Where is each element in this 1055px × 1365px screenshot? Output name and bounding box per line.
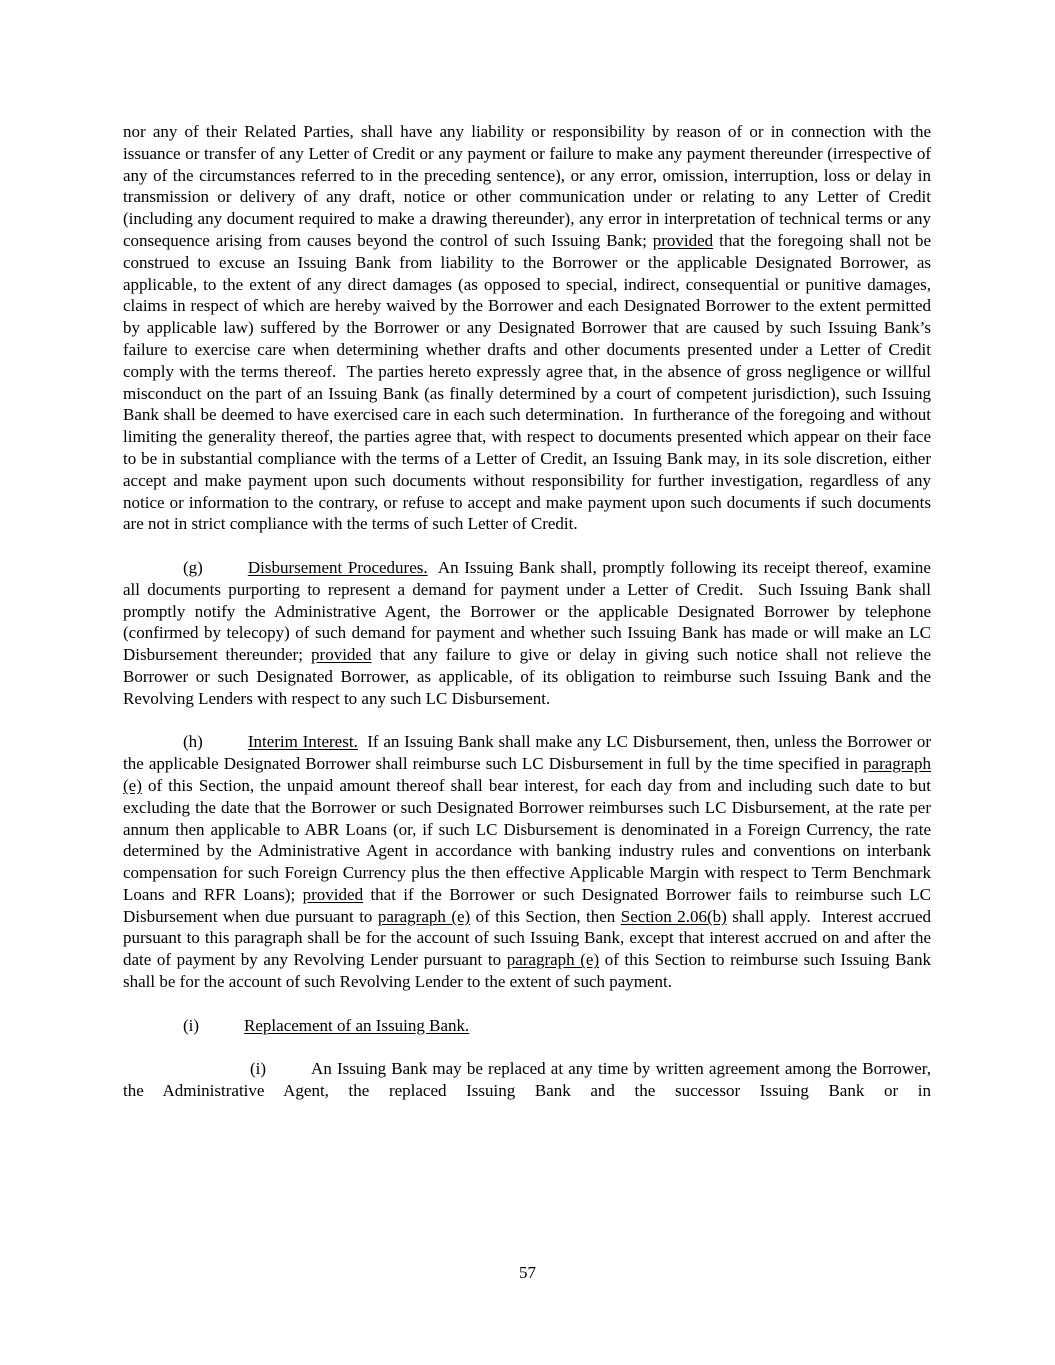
paragraph-continuation-lc-liability bbox=[123, 121, 931, 535]
underlined-text-run: paragraph (e) bbox=[123, 754, 931, 795]
text-run: that if the Borrower or such Designated Borrower fails to reimburse such LC Disbursement when due pursuant to bbox=[123, 884, 931, 926]
paragraph-i-1-replacement-body bbox=[123, 1058, 931, 1102]
text-run: that the foregoing shall not be construed to excuse an Issuing Bank from liability to the Borrower or the applicable Designated Borrower, as applicable, to the extent of any direct damages (as opposed to special, indirect, consequential or punitive damages, claims in respect of which are hereby waived by the Borrower and each Designated Borrower to the extent permitted by applicable law) suffered by the Borrower or any Designated Borrower that are caused by such Issuing Bank’s failure to exercise care when determining whether drafts and other documents presented under a Letter of Credit comply with the terms thereof. The parties hereto expressly agree that, in the absence of gross negligence or willful misconduct on the part of an Issuing Bank (as finally determined by a court of competent jurisdiction), such Issuing Bank shall be deemed to have exercised care in each such determination. In furtherance of the foregoing and without limiting the generality thereof, the parties agree that, with respect to documents presented which appear on their face to be in substantial compliance with the terms of a Letter of Credit, an Issuing Bank may, in its sole discretion, either accept and make payment upon such documents without responsibility for further investigation, regardless of any notice or information to the contrary, or refuse to accept and make payment upon such documents if such documents are not in strict compliance with the terms of such Letter of Credit. bbox=[123, 230, 931, 534]
underlined-text-run: paragraph (e) bbox=[506, 950, 600, 970]
underlined-text-run: Section 2.06(b) bbox=[620, 906, 727, 926]
text-run: of this Section, then bbox=[470, 906, 621, 926]
text-run: An Issuing Bank shall, promptly following its receipt thereof, examine all documents purporting to represent a demand for payment under a Letter of Credit. Such Issuing Bank shall promptly notify the Administrative Agent, the Borrower or the applicable Designated Borrower by telephone (confirmed by telecopy) of such demand for payment and whether such Issuing Bank has made or will make an LC Disbursement thereunder; bbox=[123, 557, 931, 665]
text-run: If an Issuing Bank shall make any LC Disbursement, then, unless the Borrower or the applicable Designated Borrower shall reimburse such LC Disbursement in full by the time specified in bbox=[123, 732, 931, 774]
text-run: (g) bbox=[183, 557, 203, 577]
heading-i-replacement-of-issuing-bank bbox=[123, 1015, 931, 1037]
underlined-text-run: paragraph (e) bbox=[377, 906, 471, 926]
text-run: (h) bbox=[183, 732, 203, 752]
text-run: (i) bbox=[183, 1015, 200, 1035]
text-run: that any failure to give or delay in giving such notice shall not relieve the Borrower or such Designated Borrower, as applicable, of its obligation to reimburse such Issuing Bank and the Revolving Lenders with respect to any such LC Disbursement. bbox=[123, 645, 931, 708]
text-run: An Issuing Bank may be replaced at any time by written agreement among the Borrower, the Administrative Agent, the replaced Issuing Bank and the successor Issuing Bank or in bbox=[123, 1059, 931, 1101]
document-body bbox=[123, 121, 931, 1124]
underlined-text-run: provided bbox=[302, 884, 364, 904]
paragraph-h-interim-interest bbox=[123, 731, 931, 993]
text-run: (i) bbox=[250, 1059, 267, 1079]
page-number: 57 bbox=[519, 1263, 536, 1282]
underlined-text-run: provided bbox=[652, 230, 714, 250]
text-run: of this Section, the unpaid amount thereof shall bear interest, for each day from and including such date to but excluding the date that the Borrower or such Designated Borrower reimburses such LC Disbursement, at the rate per annum then applicable to ABR Loans (or, if such LC Disbursement is denominated in a Foreign Currency, the rate determined by the Administrative Agent in accordance with banking industry rules and conventions on interbank compensation for such Foreign Currency plus the then effective Applicable Margin with respect to Term Benchmark Loans and RFR Loans); bbox=[123, 775, 931, 904]
underlined-text-run: Interim Interest. bbox=[247, 732, 358, 752]
text-run: of this Section to reimburse such Issuing Bank shall be for the account of such Revolving Lender to the extent of such payment. bbox=[123, 950, 932, 992]
paragraph-g-disbursement-procedures bbox=[123, 557, 931, 710]
underlined-text-run: provided bbox=[311, 645, 372, 665]
underlined-text-run: Disbursement Procedures. bbox=[247, 557, 428, 577]
text-run: shall apply. Interest accrued pursuant to this paragraph shall be for the account of such Issuing Bank, except that interest accrued on and after the date of payment by any Revolving Lender pursuant to bbox=[123, 906, 931, 970]
text-run: nor any of their Related Parties, shall have any liability or responsibility by reason of or in connection with the issuance or transfer of any Letter of Credit or any payment or failure to make any payment thereunder (irrespective of any of the circumstances referred to in the preceding sentence), or any error, omission, interruption, loss or delay in transmission or delivery of any draft, notice or other communication under or relating to any Letter of Credit (including any document required to make a drawing thereunder), any error in interpretation of technical terms or any consequence arising from causes beyond the control of such Issuing Bank; bbox=[123, 122, 931, 250]
underlined-text-run: Replacement of an Issuing Bank. bbox=[244, 1015, 470, 1035]
